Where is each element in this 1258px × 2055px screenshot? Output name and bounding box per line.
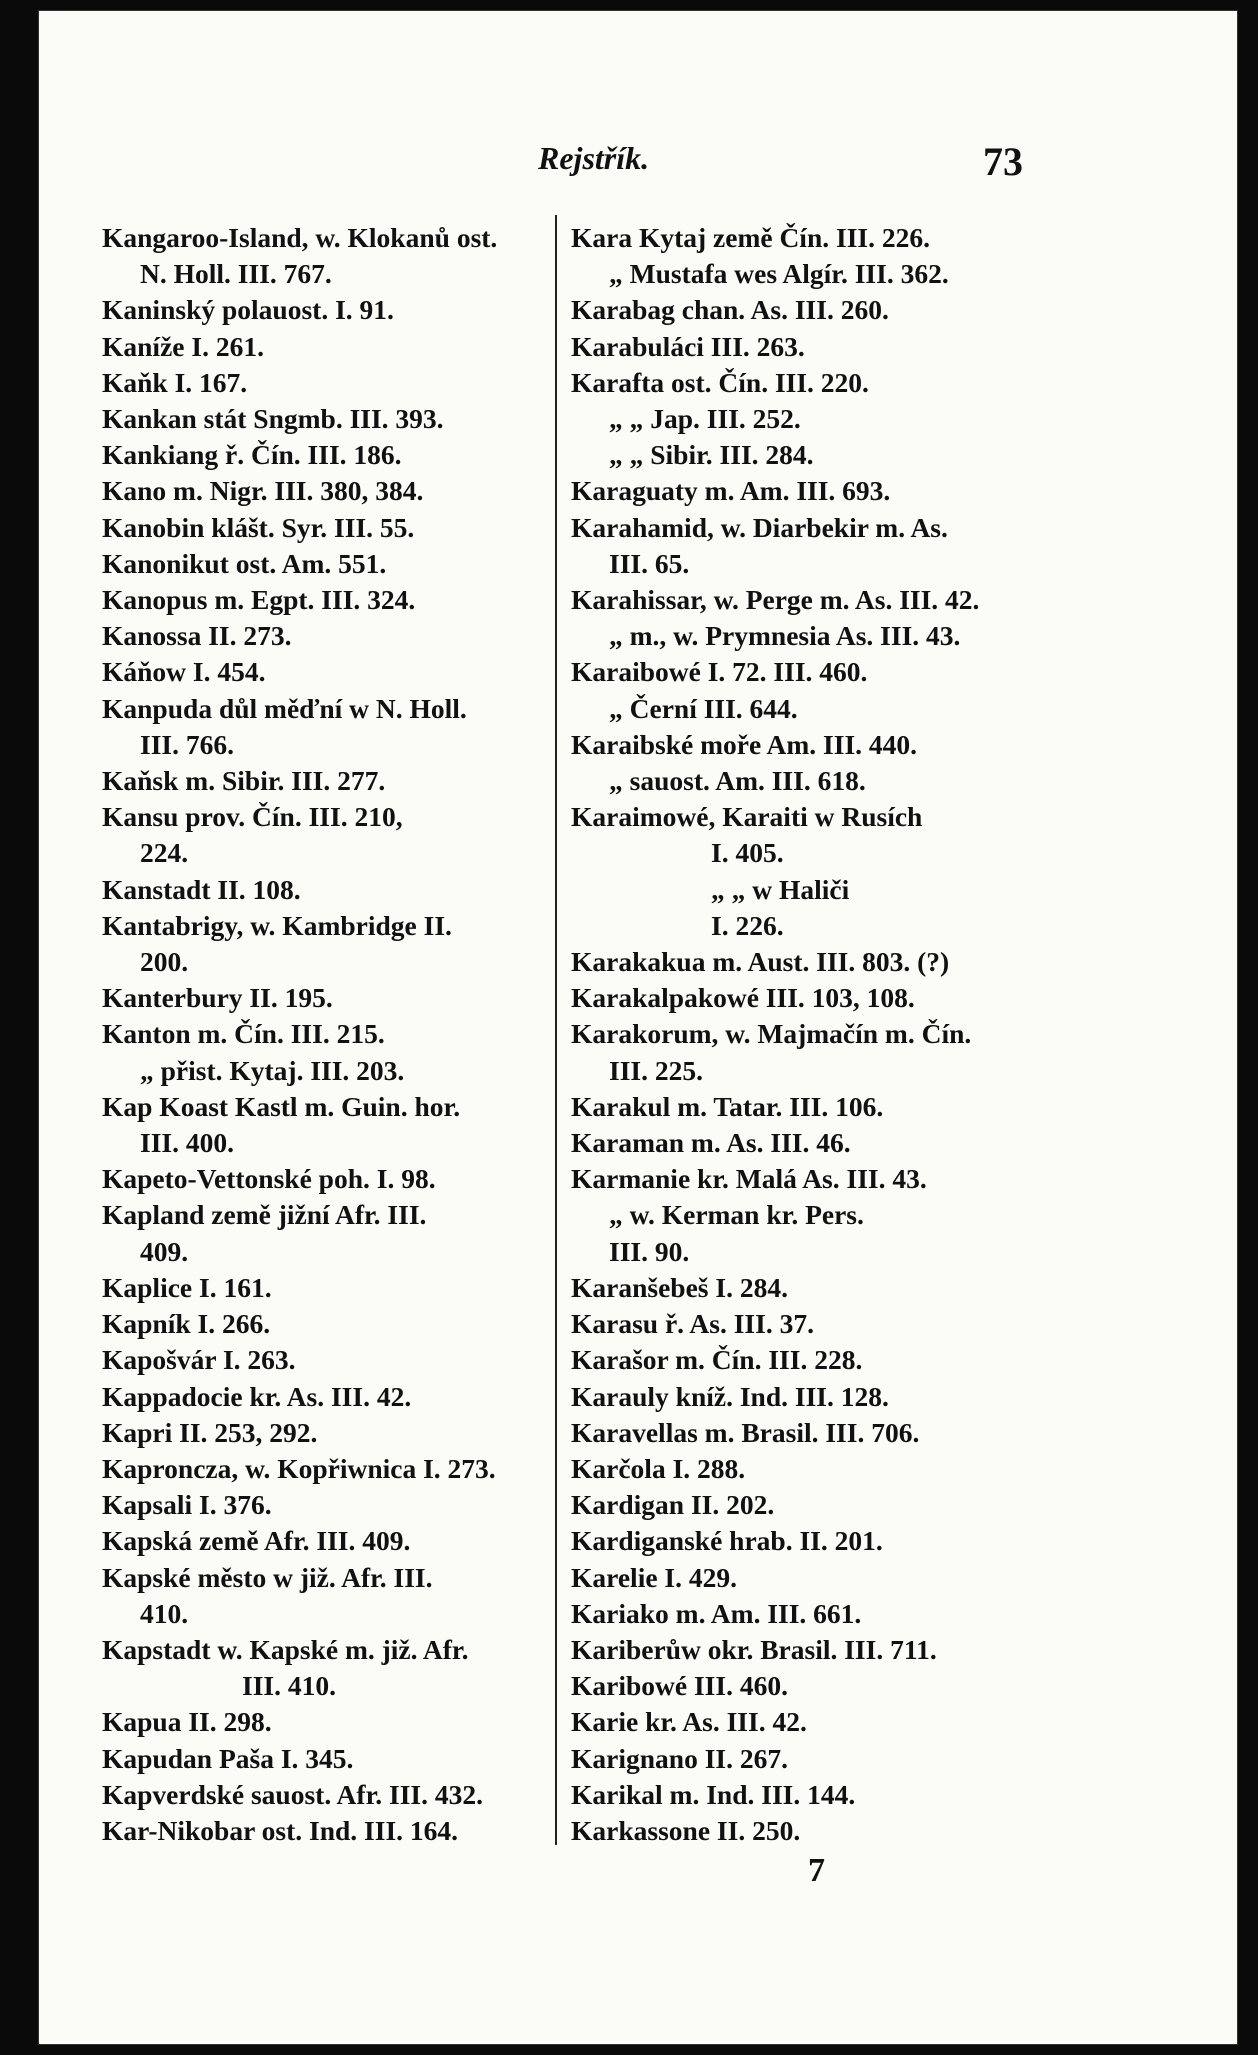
right-index-entry: Karabag chan. As. III. 260.: [571, 294, 889, 326]
left-index-entry: Kapua II. 298.: [102, 1706, 272, 1738]
right-index-entry: „ „ w Haliči: [711, 873, 850, 905]
left-index-entry: Kansu prov. Čín. III. 210,: [102, 801, 403, 833]
right-index-entry: I. 226.: [711, 909, 784, 941]
left-index-entry: Kanton m. Čín. III. 215.: [102, 1018, 385, 1050]
left-index-entry: Kaníže I. 261.: [102, 330, 264, 362]
left-index-entry: Kankiang ř. Čín. III. 186.: [102, 439, 402, 471]
right-index-entry: Karaibowé I. 72. III. 460.: [571, 656, 868, 688]
right-index-entry: Karakalpakowé III. 103, 108.: [571, 982, 915, 1014]
left-index-entry: III. 410.: [242, 1670, 336, 1702]
left-index-entry: 409.: [140, 1235, 189, 1267]
left-index-entry: Kaninský polauost. I. 91.: [102, 294, 394, 326]
left-index-entry: Kaplice I. 161.: [102, 1271, 272, 1303]
left-index-entry: Kapri II. 253, 292.: [102, 1416, 318, 1448]
right-index-entry: Karaibské moře Am. III. 440.: [571, 728, 918, 760]
running-title: Rejstřík.: [538, 140, 650, 176]
right-index-entry: „ Mustafa wes Algír. III. 362.: [609, 258, 949, 290]
left-index-entry: Kanobin klášt. Syr. III. 55.: [102, 511, 415, 543]
left-index-entry: Kano m. Nigr. III. 380, 384.: [102, 475, 424, 507]
right-index-entry: Karahissar, w. Perge m. As. III. 42.: [571, 584, 980, 616]
right-index-entry: Karibowé III. 460.: [571, 1670, 788, 1702]
left-index-entry: Kapland země jižní Afr. III.: [102, 1199, 427, 1231]
left-index-entry: Kankan stát Sngmb. III. 393.: [102, 403, 444, 435]
left-index-entry: Kapské město w již. Afr. III.: [102, 1561, 433, 1593]
right-index-entry: Karavellas m. Brasil. III. 706.: [571, 1416, 920, 1448]
left-index-entry: Kanonikut ost. Am. 551.: [102, 547, 387, 579]
right-index-entry: Karauly kníž. Ind. III. 128.: [571, 1380, 889, 1412]
right-index-entry: Karasu ř. As. III. 37.: [571, 1308, 814, 1340]
left-index-entry: Kanpuda důl měďní w N. Holl.: [102, 692, 467, 724]
left-index-entry: Káňow I. 454.: [102, 656, 266, 688]
right-index-entry: Karelie I. 429.: [571, 1561, 737, 1593]
right-index-entry: Kardigan II. 202.: [571, 1489, 775, 1521]
right-index-entry: Kara Kytaj země Čín. III. 226.: [571, 222, 930, 253]
left-index-entry: Kapstadt w. Kapské m. již. Afr.: [102, 1633, 469, 1665]
left-index-entry: Kaňsk m. Sibir. III. 277.: [102, 765, 386, 797]
left-index-entry: Kapník I. 266.: [102, 1308, 271, 1340]
right-index-entry: Karahamid, w. Diarbekir m. As.: [571, 511, 948, 543]
right-index-entry: Karie kr. As. III. 42.: [571, 1706, 807, 1738]
right-index-entry: Kariako m. Am. III. 661.: [571, 1597, 862, 1629]
right-index-entry: Karkassone II. 250.: [571, 1814, 801, 1846]
right-index-entry: Karikal m. Ind. III. 144.: [571, 1778, 856, 1810]
left-index-entry: Kangaroo-Island, w. Klokanů ost.: [102, 222, 498, 253]
left-index-entry: Kanstadt II. 108.: [102, 873, 301, 905]
right-index-entry: III. 225.: [609, 1054, 703, 1086]
right-index-entry: Karignano II. 267.: [571, 1742, 788, 1774]
page: [38, 10, 1238, 2045]
right-index-entry: Karaguaty m. Am. III. 693.: [571, 475, 891, 507]
left-index-entry: Kapská země Afr. III. 409.: [102, 1525, 411, 1557]
right-index-entry: „ w. Kerman kr. Pers.: [609, 1199, 864, 1231]
signature-mark: 7: [808, 1852, 825, 1889]
right-index-entry: „ „ Jap. III. 252.: [609, 403, 801, 435]
right-index-entry: Karafta ost. Čín. III. 220.: [571, 366, 869, 398]
left-index-entry: 410.: [140, 1597, 189, 1629]
right-column: [571, 220, 1091, 1849]
right-index-entry: Karaimowé, Karaiti w Rusích: [571, 801, 923, 833]
left-index-entry: Kanossa II. 273.: [102, 620, 292, 652]
left-index-entry: Kanterbury II. 195.: [102, 982, 333, 1014]
left-index-entry: 200.: [140, 946, 189, 978]
left-column: [102, 220, 602, 1849]
right-index-entry: Karašor m. Čín. III. 228.: [571, 1344, 863, 1376]
right-index-entry: III. 90.: [609, 1235, 690, 1267]
left-index-entry: III. 400.: [140, 1127, 234, 1159]
right-index-entry: Karakul m. Tatar. III. 106.: [571, 1090, 884, 1122]
page-number: 73: [983, 139, 1023, 184]
left-index-entry: Kaňk I. 167.: [102, 366, 248, 398]
left-index-entry: Kapošvár I. 263.: [102, 1344, 296, 1376]
right-index-entry: Kardiganské hrab. II. 201.: [571, 1525, 883, 1557]
right-index-entry: III. 65.: [609, 547, 690, 579]
right-index-entry: Karabuláci III. 263.: [571, 330, 805, 362]
left-index-entry: „ přist. Kytaj. III. 203.: [140, 1054, 405, 1086]
right-index-entry: „ „ Sibir. III. 284.: [609, 439, 814, 471]
left-index-entry: Kanopus m. Egpt. III. 324.: [102, 584, 416, 616]
left-index-entry: Kar-Nikobar ost. Ind. III. 164.: [102, 1814, 459, 1846]
left-index-entry: Kapronсza, w. Kopřiwnica I. 273.: [102, 1452, 496, 1484]
right-index-entry: Karanšebeš I. 284.: [571, 1271, 788, 1303]
right-index-entry: Karakakua m. Aust. III. 803. (?): [571, 946, 950, 978]
right-index-entry: Kariberůw okr. Brasil. III. 711.: [571, 1633, 937, 1665]
left-index-entry: Kantabrigy, w. Kambridge II.: [102, 909, 452, 941]
left-index-entry: N. Holl. III. 767.: [140, 258, 332, 290]
left-index-entry: Kappadocie kr. As. III. 42.: [102, 1380, 412, 1412]
left-index-entry: Kap Koast Kastl m. Guin. hor.: [102, 1090, 461, 1122]
right-index-entry: Karakorum, w. Majmačín m. Čín.: [571, 1018, 972, 1050]
right-index-entry: Karmanie kr. Malá As. III. 43.: [571, 1163, 927, 1195]
left-index-entry: Kapsali I. 376.: [102, 1489, 272, 1521]
column-divider: [555, 215, 557, 1845]
right-index-entry: „ sauost. Am. III. 618.: [609, 765, 866, 797]
left-index-entry: Kapudan Paša I. 345.: [102, 1742, 354, 1774]
right-index-entry: „ m., w. Prymnesia As. III. 43.: [609, 620, 961, 652]
right-index-entry: I. 405.: [711, 837, 784, 869]
right-index-entry: „ Černí III. 644.: [609, 692, 798, 724]
left-index-entry: Kapverdské sauost. Afr. III. 432.: [102, 1778, 483, 1810]
left-index-entry: 224.: [140, 837, 189, 869]
left-index-entry: III. 766.: [140, 728, 234, 760]
right-index-entry: Karčola I. 288.: [571, 1452, 746, 1484]
right-index-entry: Karaman m. As. III. 46.: [571, 1127, 851, 1159]
left-index-entry: Kapeto-Vettonské poh. I. 98.: [102, 1163, 436, 1195]
